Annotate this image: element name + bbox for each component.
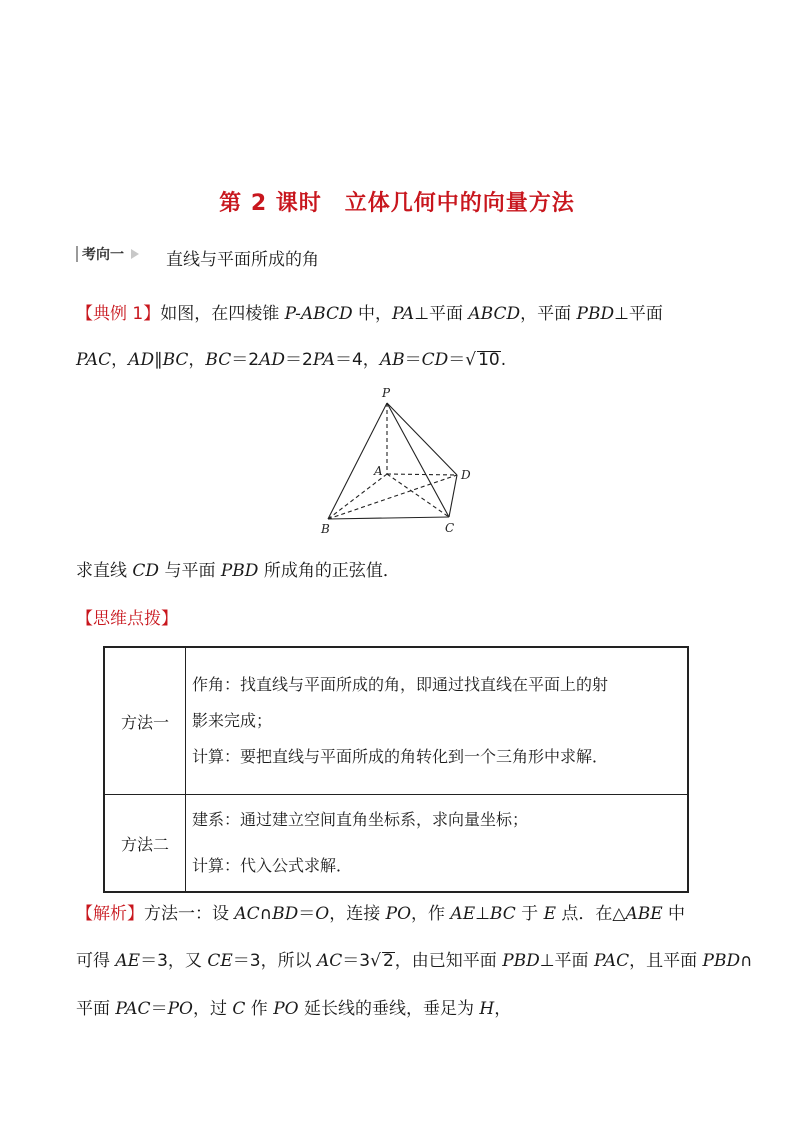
sqrt-value: 10	[478, 350, 500, 370]
text: ∩	[259, 904, 273, 924]
edge-pc	[387, 403, 449, 517]
math-var: ABE	[625, 904, 663, 924]
analysis-label: 【解析】	[76, 904, 144, 924]
math-var: AE	[450, 904, 476, 924]
example-label: 【典例 1】	[76, 304, 161, 324]
radical-sign: √	[465, 350, 477, 370]
tag-bar	[76, 246, 78, 262]
math-var: CD	[421, 350, 449, 370]
math-var: PO	[167, 999, 193, 1019]
math-var: E	[543, 904, 556, 924]
math-var: PBD	[576, 304, 615, 324]
math-var: BC	[162, 350, 189, 370]
text: ，	[188, 350, 206, 370]
text: ，	[494, 999, 512, 1019]
math-var: CE	[207, 951, 233, 971]
method-line: 计算：代入公式求解．	[192, 856, 353, 875]
analysis-line-2	[76, 946, 753, 971]
method-line: 影来完成；	[192, 711, 273, 730]
text: ⊥平面	[614, 304, 663, 324]
example-line-2	[76, 345, 506, 370]
text: ＝3，又	[140, 951, 208, 971]
table-row	[104, 795, 688, 893]
text: .	[500, 350, 507, 370]
section-name: 直线与平面所成的角	[166, 250, 319, 270]
text: ⊥平面	[414, 304, 469, 324]
text: ，且平面	[629, 951, 703, 971]
math-var: AD	[128, 350, 155, 370]
math-var: PBD	[502, 951, 540, 971]
method-desc	[186, 647, 689, 795]
text: 于	[515, 904, 544, 924]
math-var: AC	[234, 904, 260, 924]
math-var: AD	[259, 350, 285, 370]
text: 可得	[76, 951, 116, 971]
math-var: PAC	[593, 951, 630, 971]
text: ＝	[150, 999, 168, 1019]
method-line: 作角：找直线与平面所成的角，即通过找直线在平面上的射	[192, 675, 609, 694]
example-line-1	[76, 299, 663, 324]
triangle-arrow-icon	[131, 249, 139, 259]
math-var: AE	[115, 951, 141, 971]
math-var: BD	[272, 904, 299, 924]
lesson-title: 第 2 课时 立体几何中的向量方法	[219, 191, 575, 216]
table-row	[104, 647, 688, 795]
text: ＝3，所以	[232, 951, 317, 971]
text: 如图，在四棱锥	[160, 304, 285, 324]
math-var: ABCD	[468, 304, 521, 324]
method-name: 方法二	[104, 795, 186, 893]
edge-ab	[328, 474, 387, 519]
vertex-label-d: D	[461, 468, 471, 482]
text: ，作	[411, 904, 451, 924]
text: ，由已知平面	[394, 951, 503, 971]
edge-ad	[387, 474, 457, 475]
text: ＝2	[285, 350, 313, 370]
text: ＝2	[231, 350, 260, 370]
text: 方法一：设	[144, 904, 235, 924]
math-var: AB	[379, 350, 405, 370]
section-tag-label: 考向一	[82, 247, 124, 263]
text: ＝	[298, 904, 316, 924]
math-var: CD	[132, 561, 160, 581]
vertex-label-c: C	[445, 521, 455, 535]
math-var: PA	[312, 350, 335, 370]
text: 延长线的垂线，垂足为	[298, 999, 480, 1019]
text: 作	[245, 999, 274, 1019]
radical-sign: √	[370, 951, 381, 971]
question-line	[76, 556, 400, 581]
text: 与平面	[159, 561, 221, 581]
math-var: BC	[489, 904, 516, 924]
math-var: PAC	[115, 999, 151, 1019]
method-name: 方法一	[104, 647, 186, 795]
analysis-line-1	[76, 899, 685, 924]
text: ＝4，	[334, 350, 380, 370]
text: 中，	[352, 304, 393, 324]
text: ＝	[404, 350, 422, 370]
vertex-label-b: B	[321, 522, 330, 536]
math-var: PBD	[220, 561, 259, 581]
method-line: 计算：要把直线与平面所成的角转化到一个三角形中求解．	[192, 747, 609, 766]
math-var: PAC	[76, 350, 112, 370]
pyramid-figure	[316, 386, 486, 538]
text: 平面	[76, 999, 116, 1019]
vertex-label-p: P	[382, 386, 391, 400]
section-tag	[76, 243, 139, 265]
math-var: PO	[385, 904, 412, 924]
text: ∥	[154, 350, 163, 370]
text: ⊥平面	[539, 951, 594, 971]
method-desc	[186, 795, 689, 893]
text: 点．在△	[555, 904, 626, 924]
text: 中	[662, 904, 686, 924]
analysis-line-3	[76, 994, 511, 1019]
sqrt-value: 2	[382, 951, 394, 971]
text: ，平面	[520, 304, 577, 324]
math-var: O	[315, 904, 330, 924]
edge-bc	[328, 517, 449, 519]
edge-pb	[328, 403, 387, 519]
math-var: PA	[392, 304, 415, 324]
math-var: P-ABCD	[284, 304, 353, 324]
math-var: BC	[205, 350, 232, 370]
vertex-label-a: A	[374, 464, 383, 478]
text: ，	[111, 350, 129, 370]
text: 求直线	[76, 561, 133, 581]
edge-cd	[449, 475, 457, 517]
math-var: AC	[316, 951, 343, 971]
math-var: C	[232, 999, 246, 1019]
thinking-label: 【思维点拨】	[76, 609, 178, 629]
method-line: 建系：通过建立空间直角坐标系，求向量坐标；	[192, 810, 529, 829]
text: 所成角的正弦值．	[258, 561, 400, 581]
text: ＝	[448, 350, 466, 370]
text: ⊥	[475, 904, 490, 924]
methods-table	[103, 646, 689, 893]
text: ，连接	[329, 904, 386, 924]
text: ∩	[740, 951, 753, 971]
math-var: PO	[273, 999, 299, 1019]
text: ＝3	[342, 951, 371, 971]
edge-pd	[387, 403, 457, 475]
math-var: H	[479, 999, 495, 1019]
math-var: PBD	[702, 951, 741, 971]
text: ，过	[192, 999, 233, 1019]
